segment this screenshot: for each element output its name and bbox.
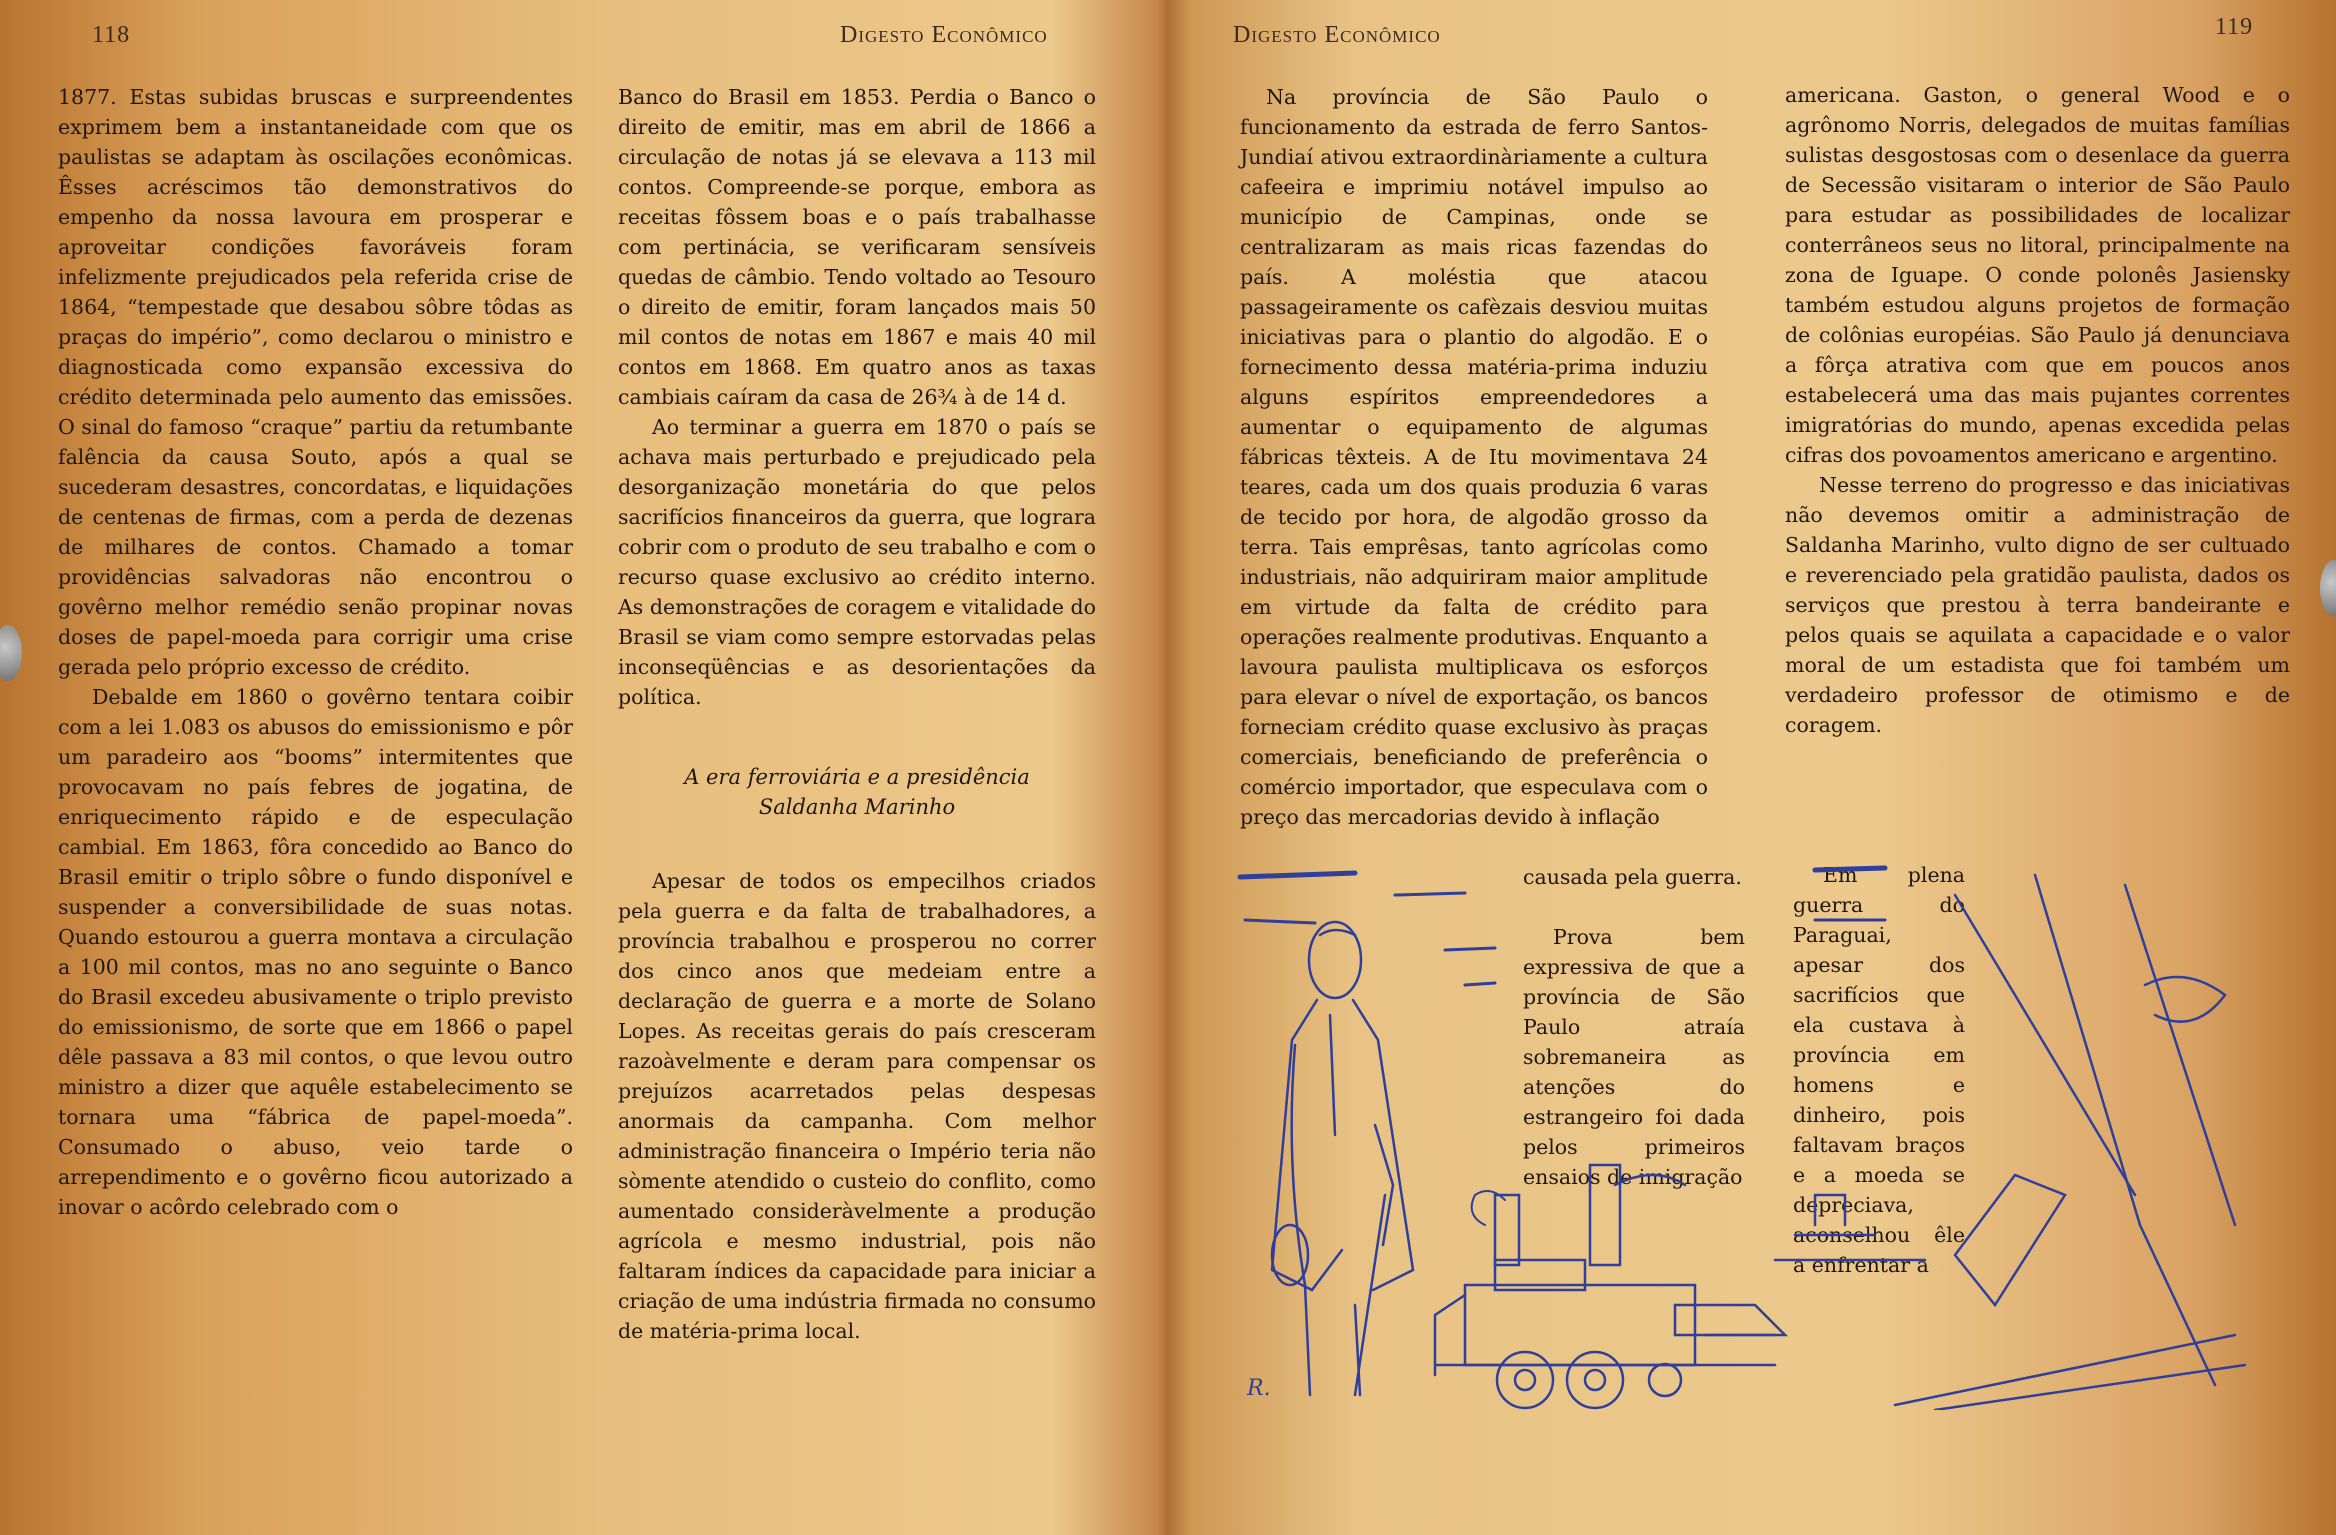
running-head: Digesto Econômico xyxy=(1233,22,1441,48)
railway-illustration xyxy=(1235,865,2265,1410)
paragraph: Nesse terreno do progresso e das iniciativas não devemos omitir a administração de Saldanha Marinho, vulto digno de ser cultuado e reverenciado pela gratidão paulista, dados os serviços que prestou à terra bandeirante e pelos quais se aquilata a capacidade e o valor moral de um estadista que foi também um verdadeiro professor de otimismo e de coragem. xyxy=(1785,473,2290,737)
paragraph: causada pela guerra. xyxy=(1523,865,1742,889)
paragraph: americana. Gaston, o general Wood e o agrônomo Norris, delegados de muitas famílias sulistas desgostosas com o desenlace da guerra de Secessão visitaram o interior de São Paulo para estudar as possibilidades de localizar conterrâneos seus no litoral, principalmente na zona de Iguape. O conde polonês Jasiensky também estudou alguns projetos de formação de colônias européias. São Paulo já denunciava a fôrça atrativa com que em poucos anos estabelecerá uma das mais pujantes correntes imigratórias do mundo, apenas excedida pelas cifras dos povoamentos americano e argentino. xyxy=(1785,83,2290,467)
page-number: 118 xyxy=(92,22,131,48)
text-column-1 xyxy=(58,82,573,1222)
paragraph: Prova bem expressiva de que a província de São Paulo atraía sobremaneira as atenções do estrangeiro foi dada pelos primeiros ensaios de imigração xyxy=(1523,925,1745,1189)
locomotive-drawing xyxy=(1435,1165,1785,1408)
paragraph: Apesar de todos os empecilhos criados pela guerra e da falta de trabalhadores, a província trabalhou e prosperou no correr dos cinco anos que medeiam entre a declaração de guerra e a morte de Solano Lopes. As receitas gerais do país cresceram razoàvelmente e deram para compensar os prejuízos acarretados pelas despesas anormais da campanha. Com melhor administração financeira o Império teria não sòmente atendido o custeio do conflito, como aumentado consideràvelmente a produção agrícola e mesmo industrial, pois não faltaram índices da capacidade para iniciar a criação de uma indústria firmada no consumo de matéria-prima local. xyxy=(618,869,1096,1343)
section-title-line: A era ferroviária e a presidência xyxy=(684,765,1030,789)
staple xyxy=(0,625,22,681)
section-title xyxy=(618,762,1096,822)
paragraph: Na província de São Paulo o funcionamento da estrada de ferro Santos-Jundiaí ativou extraordinàriamente a cultura cafeeira e imprimiu notável impulso ao município de Campinas, onde se centralizaram as mais ricas fazendas do país. A moléstia que atacou passageiramente os cafèzais desviou muitas iniciativas para o plantio do algodão. E o fornecimento dessa matéria-prima induziu alguns espíritos empreendedores a aumentar o equipamento de algumas fábricas têxteis. A de Itu movimentava 24 teares, cada um dos quais produzia 6 varas de tecido por hora, de algodão grosso da terra. Tais emprêsas, tanto agrícolas como industriais, não adquiriram maior amplitude em virtude da falta de crédito para operações realmente produtivas. Enquanto a lavoura paulista multiplicava os esforços para elevar o nível de exportação, os bancos forneciam crédito quase exclusivo às praças comerciais, beneficiando de preferência o comércio importador, que especulava com o preço das mercadorias devido à inflação xyxy=(1240,85,1708,829)
text-column-1 xyxy=(1240,82,1708,832)
text-column-2 xyxy=(618,82,1096,1346)
left-page xyxy=(0,0,1165,1535)
running-head: Digesto Econômico xyxy=(840,22,1048,48)
paragraph: Banco do Brasil em 1853. Perdia o Banco o direito de emitir, mas em abril de 1866 a circulação de notas já se elevava a 113 mil contos. Compreende-se porque, embora as receitas fôssem boas e o país trabalhasse com pertinácia, se verificaram sensíveis quedas de câmbio. Tendo voltado ao Tesouro o direito de emitir, foram lançados mais 50 mil contos de notas em 1867 e mais 40 mil contos em 1868. Em quatro anos as taxas cambiais caíram da casa de 26¾ à de 14 d. xyxy=(618,85,1096,409)
staple xyxy=(2320,560,2336,616)
text-column-2 xyxy=(1785,80,2290,740)
section-title-line: Saldanha Marinho xyxy=(758,795,956,819)
ship-mast-drawing xyxy=(1775,875,2245,1410)
paragraph: Ao terminar a guerra em 1870 o país se achava mais perturbado e prejudicado pela desorganização monetária do que pelos sacrifícios financeiros da guerra, que lograra cobrir com o produto de seu trabalho e com o recurso quase exclusivo ao crédito interno. As demonstrações de coragem e vitalidade do Brasil se viam como sempre estorvadas pelas inconseqüências e as desorientações da política. xyxy=(618,415,1096,709)
page-number: 119 xyxy=(2215,14,2254,40)
paragraph: Em plena guerra do Paraguai, apesar dos sacrifícios que ela custava à província em homens e dinheiro, pois faltavam braços e a moeda se depreciava, aconselhou êle a enfrentar a xyxy=(1793,863,1965,1277)
illustrator-signature: R. xyxy=(1247,1376,1271,1401)
man-figure xyxy=(1272,922,1413,1395)
paragraph: Debalde em 1860 o govêrno tentara coibir com a lei 1.083 os abusos do emissionismo e pôr um paradeiro aos “booms” intermitentes que provocavam no país febres de jogatina, de enriquecimento rápido e de especulação cambial. Em 1863, fôra concedido ao Banco do Brasil emitir o triplo sôbre o fundo disponível e suspender a conversibilidade de suas notas. Quando estourou a guerra montava a circulação a 100 mil contos, mas no ano seguinte o Banco do Brasil excedeu abusivamente o triplo previsto do emissionismo, de sorte que em 1866 o papel dêle passava a 83 mil contos, o que levou outro ministro a dizer que aquêle estabelecimento se tornara uma “fábrica de papel-moeda”. Consumado o abuso, veio tarde o arrependimento e o govêrno ficou autorizado a inovar o acôrdo celebrado com o xyxy=(58,685,573,1219)
paragraph: 1877. Estas subidas bruscas e surpreendentes exprimem bem a instantaneidade com que os paulistas se adaptam às oscilações econômicas. Êsses acréscimos tão demonstrativos do empenho da nossa lavoura em prosperar e aproveitar condições favoráveis foram infelizmente prejudicados pela referida crise de 1864, “tempestade que desabou sôbre tôdas as praças do império”, como declarou o ministro e diagnosticada como expansão excessiva do crédito determinada pelo aumento das emissões. O sinal do famoso “craque” partiu da retumbante falência da causa Souto, após a qual se sucederam desastres, concordatas, e liquidações de centenas de firmas, com a perda de dezenas de milhares de contos. Chamado a tomar providências salvadoras não encontrou o govêrno melhor remédio senão propinar novas doses de papel-moeda para corrigir uma crise gerada pelo próprio excesso de crédito. xyxy=(58,85,573,679)
